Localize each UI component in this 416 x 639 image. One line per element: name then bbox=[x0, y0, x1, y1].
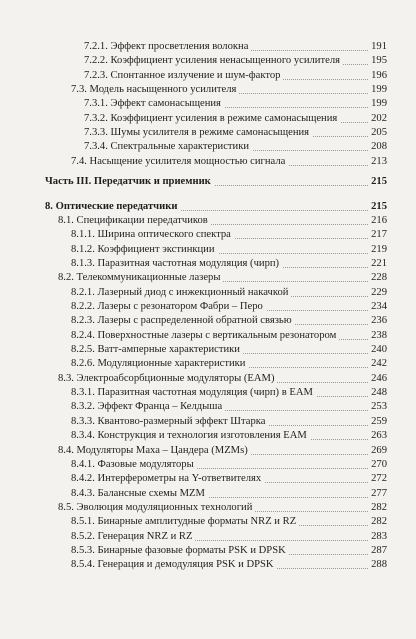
toc-row[interactable] bbox=[0, 126, 416, 140]
toc-page-number: 221 bbox=[368, 257, 387, 271]
toc-entry-title: 8.2.2. Лазеры с резонатором Фабри – Перо bbox=[71, 300, 266, 314]
toc-page-number: 282 bbox=[368, 515, 387, 529]
toc-row[interactable] bbox=[0, 54, 416, 68]
toc-entry-title: 8.4.2. Интерферометры на Y-ответвителях bbox=[71, 472, 264, 486]
toc-row[interactable] bbox=[0, 40, 416, 54]
toc-entry-title: 8.2. Телекоммуникационные лазеры bbox=[58, 271, 223, 285]
toc-page-number: 196 bbox=[368, 69, 387, 83]
toc-row[interactable] bbox=[0, 257, 416, 271]
toc-entry-title: 8.2.3. Лазеры с распределенной обратной связью bbox=[71, 314, 295, 328]
toc-row[interactable] bbox=[0, 140, 416, 154]
toc-row[interactable] bbox=[0, 458, 416, 472]
toc-row[interactable] bbox=[0, 444, 416, 458]
toc-row[interactable] bbox=[0, 271, 416, 285]
toc-page-number: 288 bbox=[368, 558, 387, 572]
toc-row[interactable] bbox=[0, 515, 416, 529]
toc-row[interactable] bbox=[0, 228, 416, 242]
toc-entry-title: 8.3. Электроабсорбционные модуляторы (EAM) bbox=[58, 372, 277, 386]
toc-row[interactable] bbox=[0, 343, 416, 357]
toc-page-number: 287 bbox=[368, 544, 387, 558]
toc-row[interactable] bbox=[0, 415, 416, 429]
toc-entry-title: 8.3.2. Эффект Франца – Келдыша bbox=[71, 400, 225, 414]
toc-page-number: 242 bbox=[368, 357, 387, 371]
toc-entry-title: 8.5.1. Бинарные амплитудные форматы NRZ и RZ bbox=[71, 515, 299, 529]
toc-row[interactable] bbox=[0, 487, 416, 501]
toc-entry-title: 8.4. Модуляторы Маха – Цандера (MZMs) bbox=[58, 444, 251, 458]
toc-page-number: 259 bbox=[368, 415, 387, 429]
toc-row[interactable] bbox=[0, 530, 416, 544]
toc-row[interactable] bbox=[0, 155, 416, 169]
toc-page-number: 229 bbox=[368, 286, 387, 300]
toc-page-number: 216 bbox=[368, 214, 387, 228]
toc-row[interactable] bbox=[0, 429, 416, 443]
toc-row[interactable] bbox=[0, 112, 416, 126]
toc-row[interactable] bbox=[0, 243, 416, 257]
toc-entry-title: 8.1. Спецификации передатчиков bbox=[58, 214, 211, 228]
toc-page-number: 246 bbox=[368, 372, 387, 386]
toc-entry-title: 7.3. Модель насыщенного усилителя bbox=[71, 83, 239, 97]
toc-row[interactable] bbox=[0, 357, 416, 371]
toc-entry-title: 8.2.5. Ватт-амперные характеристики bbox=[71, 343, 243, 357]
toc-entry-title: 8.5.3. Бинарные фазовые форматы PSK и DPSK bbox=[71, 544, 289, 558]
toc-page-number: 248 bbox=[368, 386, 387, 400]
toc-page-number: 195 bbox=[368, 54, 387, 68]
toc-page-number: 270 bbox=[368, 458, 387, 472]
toc-entry-title: 7.2.2. Коэффициент усиления ненасыщенного усилителя bbox=[84, 54, 343, 68]
toc-row[interactable] bbox=[0, 97, 416, 111]
toc-entry-title: 8. Оптические передатчики bbox=[45, 200, 180, 214]
toc-page-number: 234 bbox=[368, 300, 387, 314]
toc-entry-title: 8.2.4. Поверхностные лазеры с вертикальным резонатором bbox=[71, 329, 339, 343]
toc-row[interactable] bbox=[0, 400, 416, 414]
toc-entry-title: 7.3.3. Шумы усилителя в режиме самонасыщения bbox=[84, 126, 312, 140]
toc-entry-title: 8.1.2. Коэффициент экстинкции bbox=[71, 243, 218, 257]
toc-page-number: 240 bbox=[368, 343, 387, 357]
toc-row[interactable] bbox=[0, 472, 416, 486]
toc-heading-row[interactable] bbox=[0, 200, 416, 214]
toc-page-number: 283 bbox=[368, 530, 387, 544]
toc-entry-title: 8.2.6. Модуляционные характеристики bbox=[71, 357, 248, 371]
toc-row[interactable] bbox=[0, 69, 416, 83]
toc-page-number: 277 bbox=[368, 487, 387, 501]
toc-page-number: 191 bbox=[368, 40, 387, 54]
toc-page-number: 208 bbox=[368, 140, 387, 154]
toc-entry-title: 8.3.3. Квантово-размерный эффект Штарка bbox=[71, 415, 268, 429]
toc-entry-title: 7.2.1. Эффект просветления волокна bbox=[84, 40, 251, 54]
toc-row[interactable] bbox=[0, 372, 416, 386]
toc-page-number: 219 bbox=[368, 243, 387, 257]
toc-row[interactable] bbox=[0, 83, 416, 97]
toc-entry-title: 8.2.1. Лазерный диод с инжекционный накачкой bbox=[71, 286, 291, 300]
toc-entry-title: 8.4.3. Балансные схемы MZM bbox=[71, 487, 208, 501]
toc-entry-title: Часть III. Передатчик и приемник bbox=[45, 175, 214, 189]
toc-entry-title: 7.3.2. Коэффициент усиления в режиме самонасыщения bbox=[84, 112, 340, 126]
toc-entry-title: 7.3.1. Эффект самонасыщения bbox=[84, 97, 224, 111]
toc-page-number: 217 bbox=[368, 228, 387, 242]
toc-page-number: 272 bbox=[368, 472, 387, 486]
toc-entry-title: 8.5.2. Генерация NRZ и RZ bbox=[71, 530, 195, 544]
toc-page-number: 215 bbox=[368, 175, 387, 189]
toc-row[interactable] bbox=[0, 386, 416, 400]
toc-page-number: 282 bbox=[368, 501, 387, 515]
toc-entry-title: 8.5. Эволюция модуляционных технологий bbox=[58, 501, 255, 515]
toc-row[interactable] bbox=[0, 314, 416, 328]
toc-page-number: 199 bbox=[368, 97, 387, 111]
toc-page-number: 269 bbox=[368, 444, 387, 458]
toc-entry-title: 8.1.3. Паразитная частотная модуляция (чирп) bbox=[71, 257, 282, 271]
toc-row[interactable] bbox=[0, 501, 416, 515]
toc-entry-title: 8.1.1. Ширина оптического спектра bbox=[71, 228, 234, 242]
toc-page-number: 205 bbox=[368, 126, 387, 140]
toc-row[interactable] bbox=[0, 214, 416, 228]
toc-entry-title: 7.3.4. Спектральные характеристики bbox=[84, 140, 252, 154]
toc-page-number: 228 bbox=[368, 271, 387, 285]
toc-entry-title: 8.3.1. Паразитная частотная модуляция (чирп) в EAM bbox=[71, 386, 316, 400]
toc-row[interactable] bbox=[0, 558, 416, 572]
toc-entry-title: 8.3.4. Конструкция и технология изготовления EAM bbox=[71, 429, 310, 443]
toc-entry-title: 8.5.4. Генерация и демодуляция PSK и DPSK bbox=[71, 558, 277, 572]
toc-row[interactable] bbox=[0, 329, 416, 343]
toc-page-number: 238 bbox=[368, 329, 387, 343]
toc-row[interactable] bbox=[0, 286, 416, 300]
toc-page-number: 215 bbox=[368, 200, 387, 214]
toc-page-number: 202 bbox=[368, 112, 387, 126]
toc-page-number: 263 bbox=[368, 429, 387, 443]
toc-row[interactable] bbox=[0, 300, 416, 314]
toc-entry-title: 7.2.3. Спонтанное излучение и шум-фактор bbox=[84, 69, 283, 83]
toc-page-number: 253 bbox=[368, 400, 387, 414]
toc-entry-title: 7.4. Насыщение усилителя мощностью сигнала bbox=[71, 155, 288, 169]
toc-entry-title: 8.4.1. Фазовые модуляторы bbox=[71, 458, 197, 472]
toc-page-number: 199 bbox=[368, 83, 387, 97]
toc-page-number: 236 bbox=[368, 314, 387, 328]
toc-row[interactable] bbox=[0, 544, 416, 558]
toc-heading-row[interactable] bbox=[0, 175, 416, 189]
toc-page-number: 213 bbox=[368, 155, 387, 169]
